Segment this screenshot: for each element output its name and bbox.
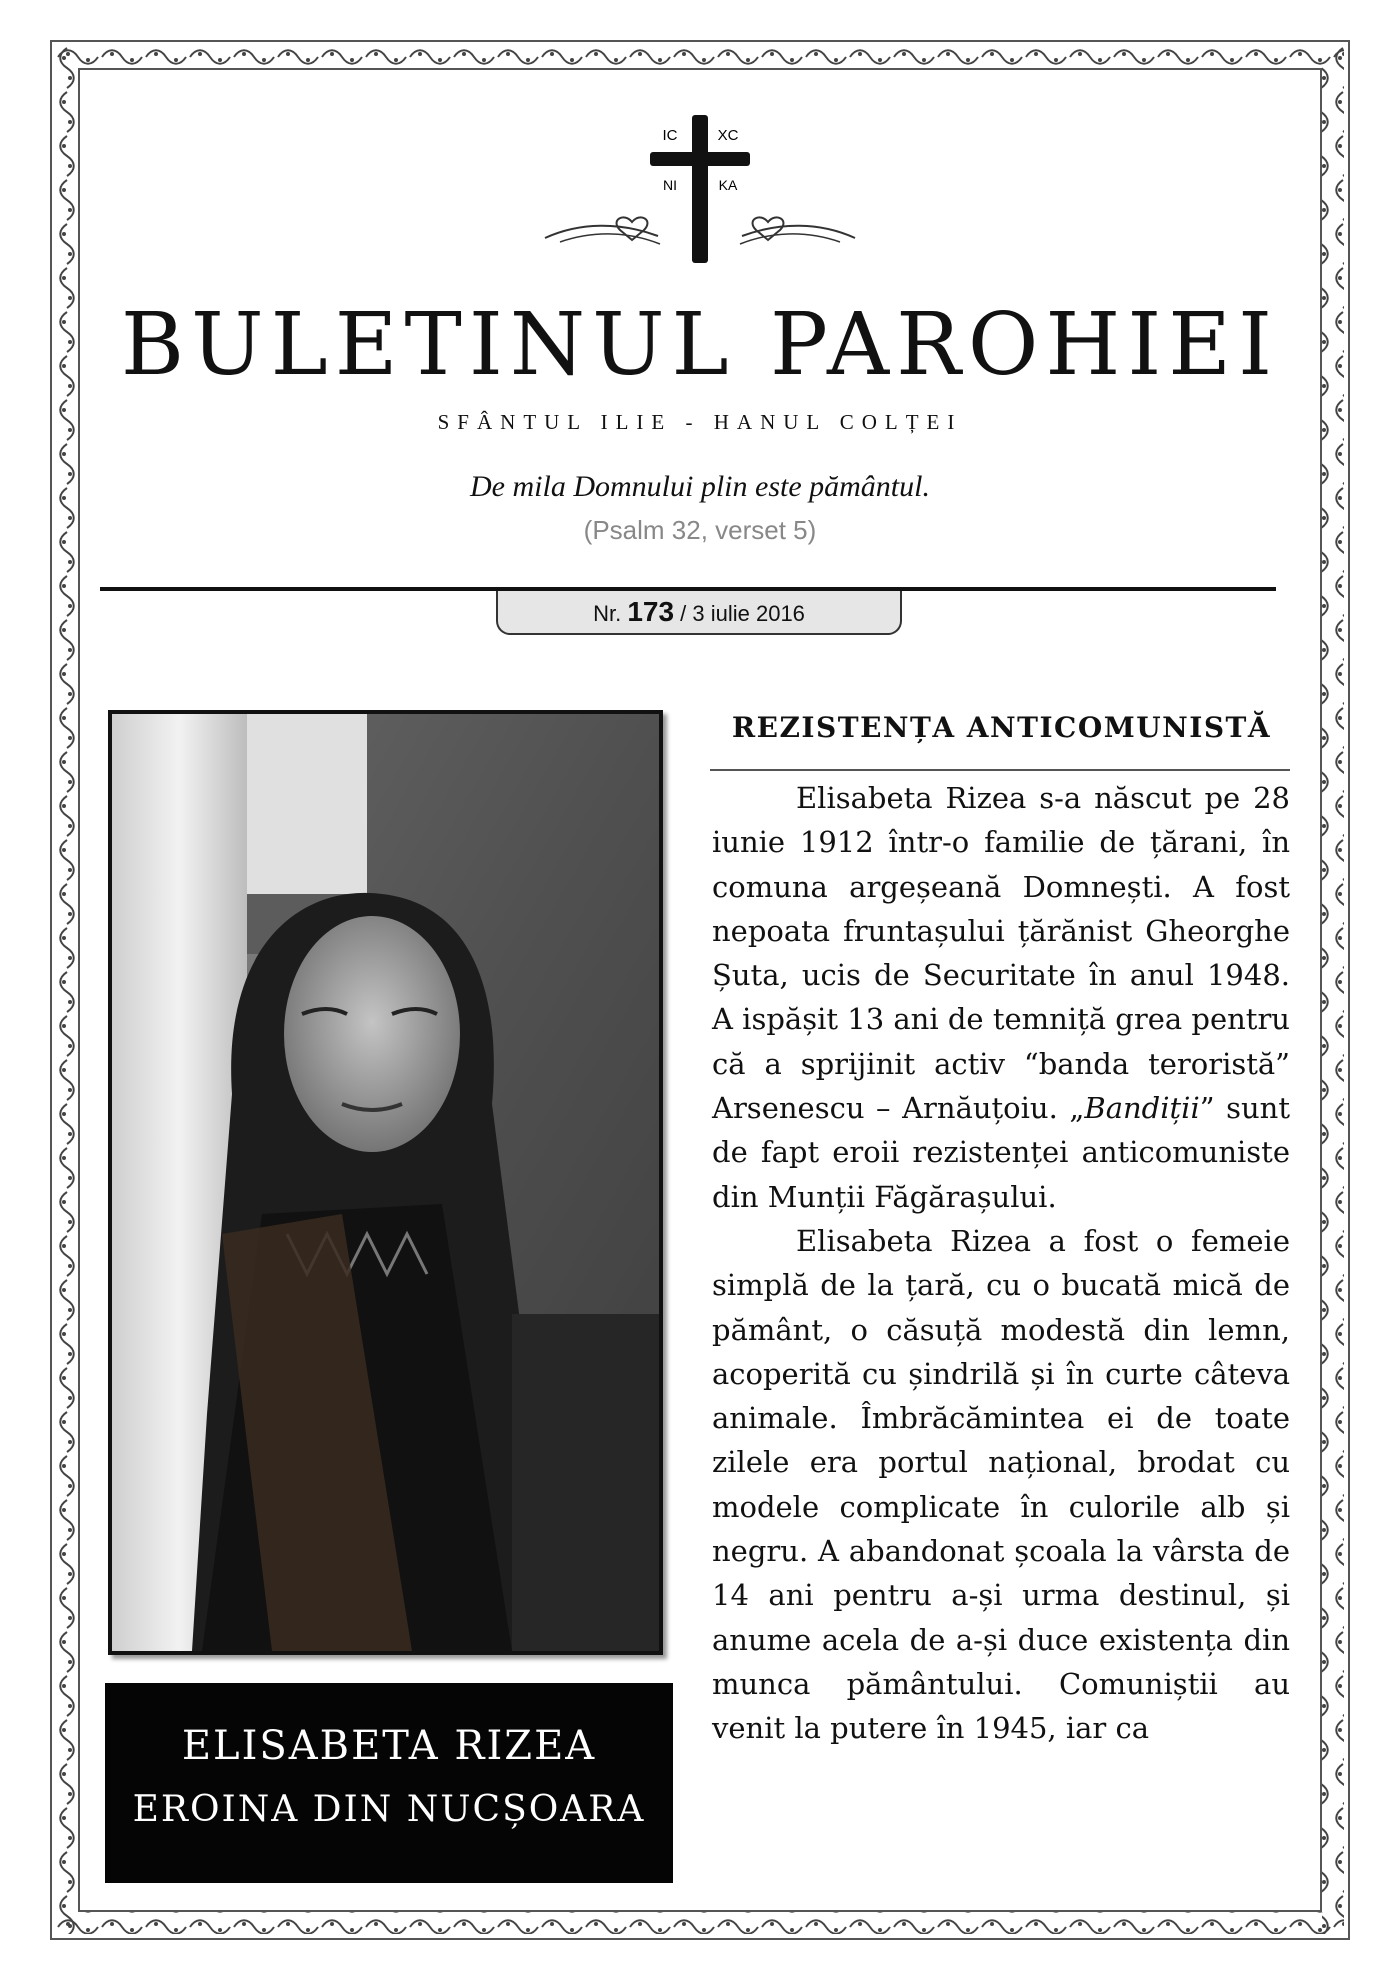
article-paragraph-2: Elisabeta Rizea a fost o femeie simplă de la țară, cu o bucată mică de pământ, o căsuță modestă din lemn, acoperită cu șindrilă și în curte câteva animale. Îmbrăcămintea ei de toate zilele era portul național, brodat cu modele complicate în culorile alb și negru. A abandonat școala la vârsta de 14 ani pentru a-și urma destinul, și anume acela de a-și duce existența din munca pământului. Comuniștii au venit la putere în 1945, iar ca xyxy=(712,1223,1290,1746)
photo-caption xyxy=(105,1683,673,1883)
issue-tab xyxy=(496,591,902,635)
cross-emblem xyxy=(540,110,860,270)
cross-label-ka: KA xyxy=(718,177,738,193)
issue-prefix: Nr. xyxy=(593,601,622,626)
cross-label-ni: NI xyxy=(663,177,677,193)
issue-date: / 3 iulie 2016 xyxy=(680,601,805,626)
cross-label-xc: XC xyxy=(717,127,739,144)
quote-close: ” xyxy=(1199,1091,1215,1126)
cross-label-ic: IC xyxy=(662,127,678,144)
paragraph-1-text-end: sunt de fapt eroii rezistenței anticomuniste din Munții Făgărașului. xyxy=(712,1091,1290,1214)
caption-name: ELISABETA RIZEA xyxy=(181,1723,597,1769)
cross-icon xyxy=(540,110,860,270)
article-body xyxy=(712,776,1290,1751)
motto-reference: (Psalm 32, verset 5) xyxy=(583,515,817,545)
paragraph-1-text: Elisabeta Rizea s-a născut pe 28 iunie 1912 într-o familie de țărani, în comuna argeșeană Domnești. A fost nepoata fruntașului țărănist Gheorghe Șuta, ucis de Securitate în anul 1948. A ispășit 13 ani de temniță grea pentru că a sprijinit activ “banda teroristă” Arsenescu – Arnăuțoiu. xyxy=(712,781,1290,1126)
article-title: REZISTENȚA ANTICOMUNISTĂ xyxy=(731,711,1272,744)
caption-epithet: EROINA DIN NUCȘOARA xyxy=(132,1789,646,1830)
portrait-photo xyxy=(108,710,663,1655)
parish-name: SFÂNTUL ILIE - HANUL COLȚEI xyxy=(437,410,963,434)
article-paragraph-1 xyxy=(712,776,1290,1219)
quote-open: „ xyxy=(1069,1091,1085,1126)
emphasis-banditii: Bandiții xyxy=(1084,1091,1200,1126)
article-title-rule xyxy=(710,769,1290,771)
masthead-title: BULETINUL PAROHIEI xyxy=(120,295,1280,395)
motto-verse: De mila Domnului plin este pământul. xyxy=(470,470,930,503)
portrait-image xyxy=(112,714,659,1651)
issue-number: 173 xyxy=(627,596,675,627)
